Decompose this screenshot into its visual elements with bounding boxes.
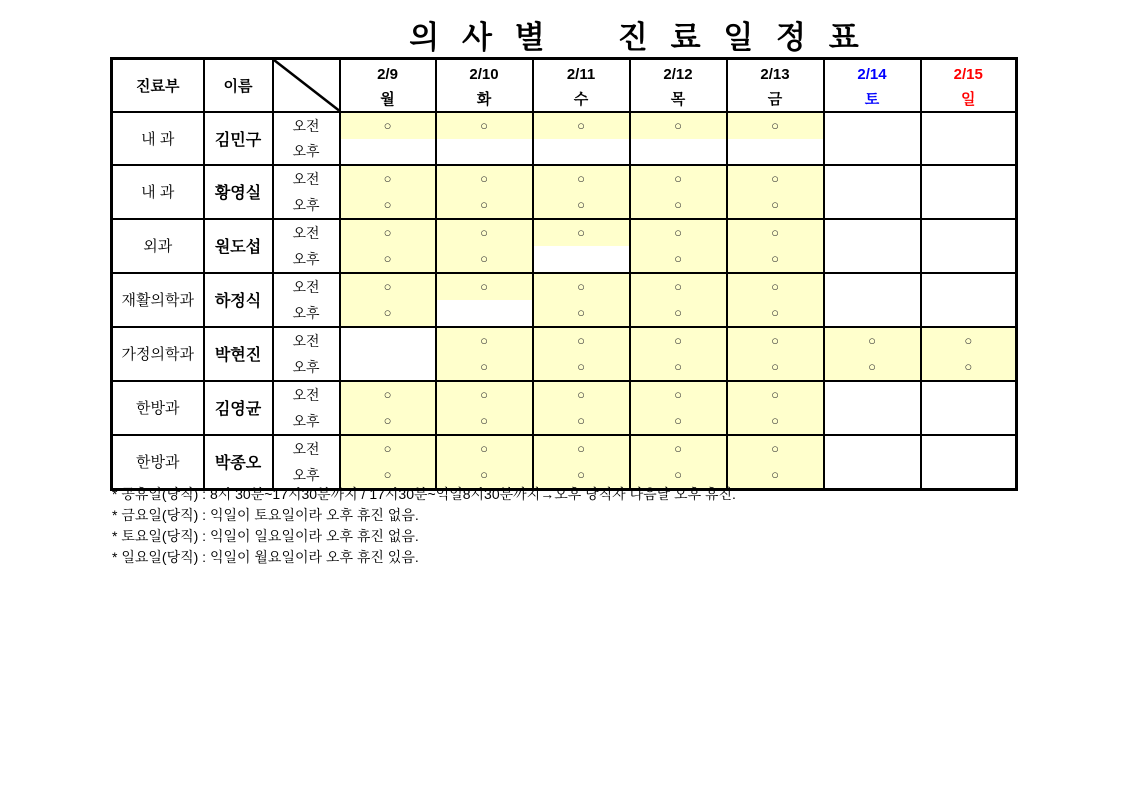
department-cell: 가정의학과: [112, 327, 204, 381]
table-body: [112, 112, 1017, 490]
schedule-cell-open: ○: [436, 435, 533, 462]
footnote-line: * 토요일(당직) : 익일이 일요일이라 오후 휴진 없음.: [112, 528, 419, 544]
doctor-row-am: [112, 273, 1017, 300]
footnotes: [112, 484, 736, 568]
day-header-weekday: 일: [961, 90, 976, 108]
doctor-row-am: [112, 165, 1017, 192]
schedule-cell-open: ○: [630, 354, 727, 381]
schedule-cell-empty: [921, 246, 1017, 273]
doctor-row-am: [112, 112, 1017, 139]
schedule-cell-empty: [921, 462, 1017, 490]
schedule-cell-empty: [630, 139, 727, 165]
doctor-row-am: [112, 435, 1017, 462]
schedule-cell-open: ○: [824, 327, 921, 354]
doctor-name-cell: 원도섭: [204, 219, 273, 273]
schedule-cell-open: ○: [436, 192, 533, 219]
schedule-cell-empty: [921, 165, 1017, 192]
schedule-cell-empty: [921, 381, 1017, 408]
schedule-cell-open: ○: [921, 354, 1017, 381]
session-label-pm: 오후: [273, 139, 340, 165]
day-header-2-15: [921, 59, 1017, 112]
day-header-weekday: 토: [864, 90, 880, 108]
schedule-cell-open: ○: [727, 462, 824, 490]
day-header-date: 2/13: [760, 65, 790, 83]
day-header-weekday: 수: [573, 90, 589, 108]
schedule-cell-open: ○: [533, 300, 630, 327]
schedule-cell-open: ○: [533, 462, 630, 490]
schedule-cell-open: ○: [533, 112, 630, 139]
schedule-cell-empty: [921, 273, 1017, 300]
schedule-cell-empty: [824, 273, 921, 300]
day-header-2-11: [533, 59, 630, 112]
day-header-2-14: [824, 59, 921, 112]
schedule-cell-open: ○: [630, 300, 727, 327]
schedule-cell-open: ○: [921, 327, 1017, 354]
day-header-weekday: 금: [767, 90, 783, 108]
department-cell: 재활의학과: [112, 273, 204, 327]
schedule-cell-open: ○: [727, 219, 824, 246]
schedule-cell-open: ○: [340, 219, 436, 246]
schedule-cell-empty: [824, 462, 921, 490]
schedule-cell-empty: [727, 139, 824, 165]
schedule-cell-empty: [824, 219, 921, 246]
schedule-cell-open: ○: [436, 112, 533, 139]
session-label-am: 오전: [273, 165, 340, 192]
schedule-cell-open: ○: [436, 165, 533, 192]
day-header-2-13: [727, 59, 824, 112]
schedule-cell-open: ○: [436, 219, 533, 246]
schedule-cell-open: ○: [340, 408, 436, 435]
schedule-cell-open: ○: [630, 327, 727, 354]
schedule-cell-open: ○: [533, 435, 630, 462]
schedule-cell-open: ○: [436, 462, 533, 490]
schedule-cell-open: ○: [533, 273, 630, 300]
schedule-cell-empty: [824, 381, 921, 408]
page-title: 의 사 별 진 료 일 정 표: [409, 20, 865, 56]
day-header-weekday: 목: [670, 90, 686, 108]
schedule-cell-open: ○: [727, 327, 824, 354]
schedule-cell-empty: [340, 354, 436, 381]
schedule-cell-empty: [921, 435, 1017, 462]
schedule-cell-open: ○: [727, 435, 824, 462]
doctor-row-am: [112, 327, 1017, 354]
session-label-am: 오전: [273, 112, 340, 139]
day-header-date: 2/15: [953, 65, 983, 83]
schedule-cell-open: ○: [727, 273, 824, 300]
schedule-cell-open: ○: [340, 435, 436, 462]
day-header-date: 2/14: [857, 65, 887, 83]
footnote-line: * 일요일(당직) : 익일이 월요일이라 오후 휴진 있음.: [112, 549, 419, 565]
doctor-name-cell: 김민구: [204, 112, 273, 165]
session-label-am: 오전: [273, 273, 340, 300]
schedule-cell-open: ○: [533, 354, 630, 381]
day-header-2-12: [630, 59, 727, 112]
session-label-am: 오전: [273, 219, 340, 246]
schedule-cell-open: ○: [727, 246, 824, 273]
schedule-cell-open: ○: [727, 112, 824, 139]
schedule-cell-empty: [340, 327, 436, 354]
diagonal-corner-cell: [273, 59, 340, 112]
department-cell: 내 과: [112, 165, 204, 219]
column-header-name: 이름: [204, 59, 273, 112]
schedule-cell-empty: [824, 300, 921, 327]
schedule-cell-empty: [921, 219, 1017, 246]
day-header-weekday: 화: [476, 90, 492, 108]
schedule-cell-open: ○: [630, 165, 727, 192]
schedule-cell-open: ○: [533, 165, 630, 192]
schedule-cell-open: ○: [436, 408, 533, 435]
day-header-date: 2/10: [469, 65, 499, 83]
schedule-cell-open: ○: [727, 165, 824, 192]
schedule-cell-open: ○: [533, 327, 630, 354]
day-header-2-9: [340, 59, 436, 112]
doctor-schedule-table: [110, 57, 1018, 491]
schedule-cell-open: ○: [630, 192, 727, 219]
department-cell: 한방과: [112, 435, 204, 490]
schedule-cell-open: ○: [340, 112, 436, 139]
schedule-cell-open: ○: [340, 246, 436, 273]
schedule-cell-empty: [921, 112, 1017, 139]
schedule-cell-open: ○: [533, 192, 630, 219]
session-label-pm: 오후: [273, 246, 340, 273]
schedule-cell-empty: [824, 112, 921, 139]
schedule-cell-open: ○: [630, 408, 727, 435]
session-label-am: 오전: [273, 381, 340, 408]
schedule-cell-open: ○: [436, 327, 533, 354]
doctor-row-am: [112, 381, 1017, 408]
day-header-date: 2/9: [377, 65, 398, 83]
schedule-cell-open: ○: [533, 408, 630, 435]
doctor-name-cell: 박현진: [204, 327, 273, 381]
schedule-cell-open: ○: [340, 462, 436, 490]
schedule-cell-open: ○: [630, 381, 727, 408]
day-header-date: 2/11: [566, 65, 596, 83]
day-header-date: 2/12: [663, 65, 693, 83]
schedule-cell-empty: [824, 165, 921, 192]
schedule-cell-open: ○: [824, 354, 921, 381]
schedule-cell-open: ○: [727, 381, 824, 408]
schedule-cell-open: ○: [727, 354, 824, 381]
schedule-cell-open: ○: [630, 219, 727, 246]
session-label-pm: 오후: [273, 192, 340, 219]
schedule-cell-empty: [436, 139, 533, 165]
diagonal-line: [274, 60, 339, 111]
schedule-cell-open: ○: [630, 112, 727, 139]
session-label-pm: 오후: [273, 354, 340, 381]
schedule-cell-open: ○: [340, 300, 436, 327]
schedule-cell-open: ○: [727, 300, 824, 327]
schedule-cell-empty: [824, 408, 921, 435]
table-header-row: [112, 59, 1017, 112]
schedule-cell-open: ○: [630, 462, 727, 490]
schedule-cell-open: ○: [630, 246, 727, 273]
department-cell: 외과: [112, 219, 204, 273]
session-label-pm: 오후: [273, 408, 340, 435]
schedule-cell-empty: [824, 246, 921, 273]
doctor-row-am: [112, 219, 1017, 246]
department-cell: 한방과: [112, 381, 204, 435]
schedule-cell-open: ○: [630, 273, 727, 300]
day-header-weekday: 월: [380, 90, 395, 108]
schedule-cell-open: ○: [340, 192, 436, 219]
schedule-cell-empty: [921, 300, 1017, 327]
schedule-cell-empty: [824, 435, 921, 462]
schedule-cell-empty: [533, 246, 630, 273]
schedule-cell-open: ○: [340, 273, 436, 300]
schedule-cell-open: ○: [630, 435, 727, 462]
session-label-am: 오전: [273, 327, 340, 354]
schedule-cell-empty: [921, 192, 1017, 219]
doctor-name-cell: 박종오: [204, 435, 273, 490]
schedule-cell-empty: [921, 139, 1017, 165]
schedule-cell-open: ○: [436, 273, 533, 300]
schedule-cell-open: ○: [340, 381, 436, 408]
session-label-pm: 오후: [273, 462, 340, 490]
schedule-cell-empty: [921, 408, 1017, 435]
day-header-2-10: [436, 59, 533, 112]
schedule-cell-open: ○: [436, 354, 533, 381]
schedule-cell-open: ○: [340, 165, 436, 192]
column-header-department: 진료부: [112, 59, 204, 112]
session-label-am: 오전: [273, 435, 340, 462]
schedule-cell-open: ○: [727, 192, 824, 219]
doctor-name-cell: 하정식: [204, 273, 273, 327]
schedule-cell-open: ○: [436, 246, 533, 273]
session-label-pm: 오후: [273, 300, 340, 327]
doctor-name-cell: 김영균: [204, 381, 273, 435]
schedule-cell-open: ○: [436, 381, 533, 408]
footnote-line: * 금요일(당직) : 익일이 토요일이라 오후 휴진 없음.: [112, 507, 419, 523]
schedule-cell-empty: [340, 139, 436, 165]
department-cell: 내 과: [112, 112, 204, 165]
footnote-line: * 공휴일(당직) : 8시 30분~17시30분까지 / 17시30분~익일8시30분까지→오후 당직자 다음날 오후 휴진.: [112, 486, 736, 502]
schedule-cell-empty: [436, 300, 533, 327]
schedule-cell-open: ○: [727, 408, 824, 435]
schedule-cell-open: ○: [533, 219, 630, 246]
schedule-cell-open: ○: [533, 381, 630, 408]
schedule-cell-empty: [824, 192, 921, 219]
doctor-name-cell: 황영실: [204, 165, 273, 219]
schedule-cell-empty: [533, 139, 630, 165]
schedule-cell-empty: [824, 139, 921, 165]
